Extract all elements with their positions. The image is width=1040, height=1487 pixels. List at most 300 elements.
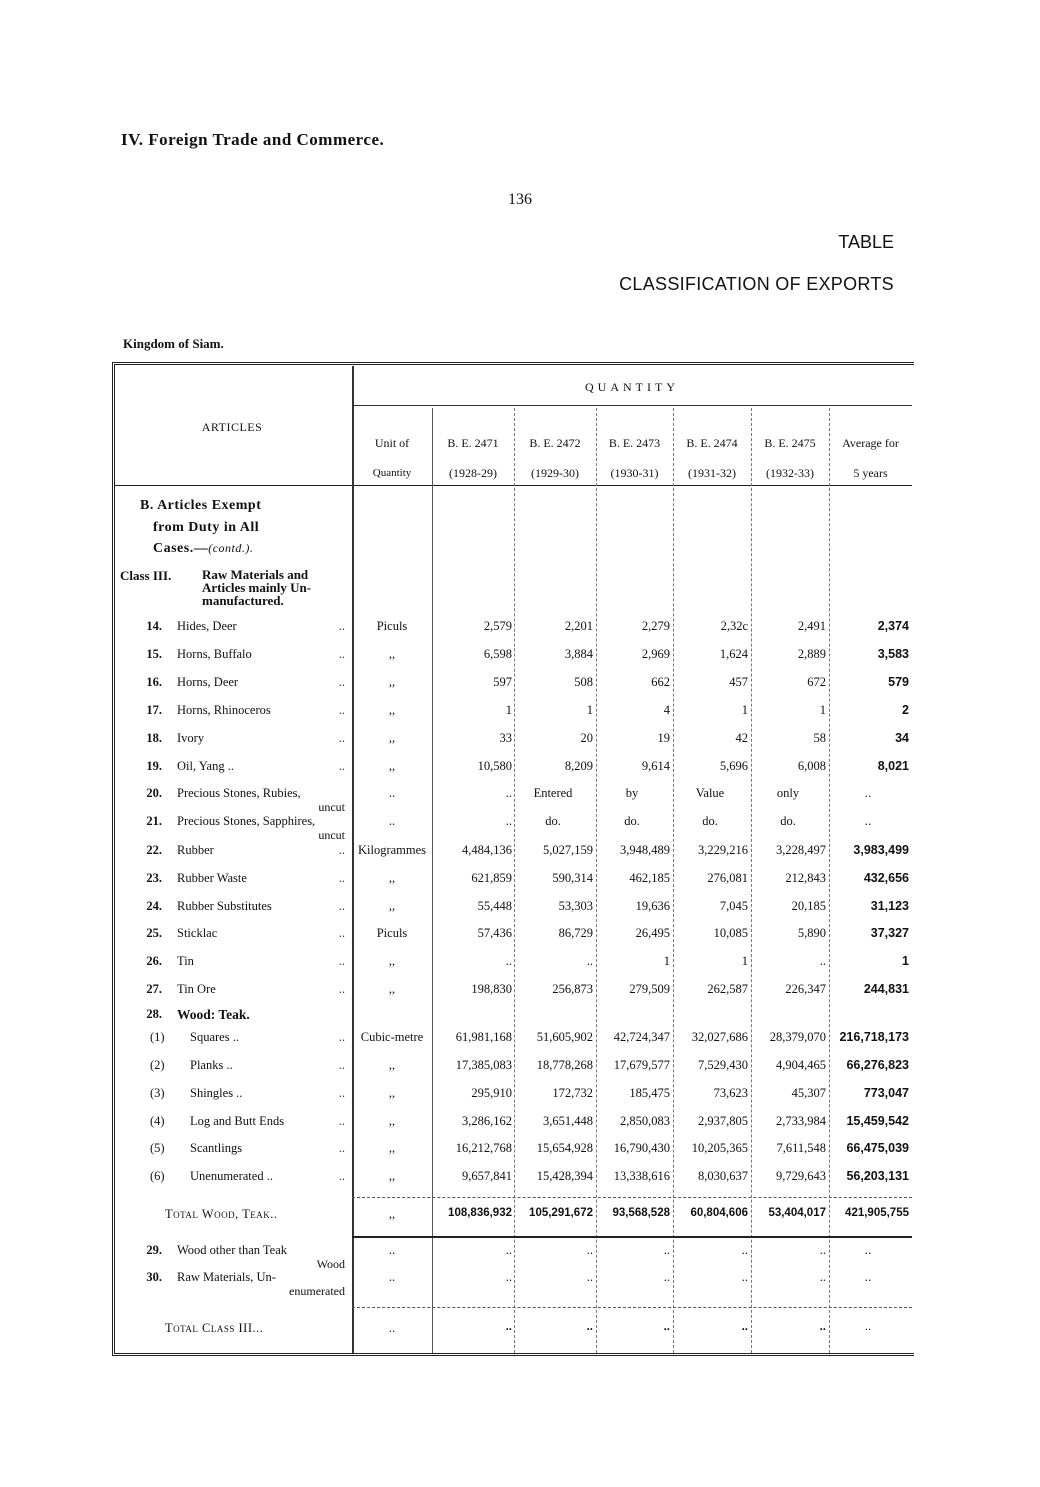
row-number: 15. — [146, 647, 162, 661]
value-cell: 198,830 — [471, 982, 512, 996]
value-cell: 672 — [807, 675, 826, 689]
row-number: 30. — [146, 1270, 162, 1284]
table-title: CLASSIFICATION OF EXPORTS — [619, 274, 894, 294]
value-cell: 212,843 — [785, 871, 826, 885]
average-cell: .. — [864, 1321, 872, 1333]
value-cell: 15,654,928 — [536, 1141, 593, 1155]
value-cell: 45,307 — [791, 1086, 826, 1100]
value-cell: 8,030,637 — [698, 1169, 748, 1183]
row-number: (4) — [150, 1114, 165, 1128]
row-label — [177, 843, 345, 858]
value-cell: by — [625, 786, 639, 800]
year-ad: (1930-31) — [610, 466, 659, 480]
unit-cell: ,, — [388, 1141, 396, 1155]
average-cell: 66,475,039 — [846, 1141, 909, 1155]
row-label — [177, 954, 345, 969]
average-cell: 2 — [902, 703, 909, 717]
year-heading-2474 — [673, 428, 751, 488]
value-cell: 58 — [813, 731, 826, 745]
average-cell: .. — [864, 1270, 872, 1284]
unit-cell: .. — [388, 814, 396, 828]
value-cell: 93,568,528 — [612, 1207, 670, 1219]
row-label — [190, 1058, 345, 1073]
year-heading-2472 — [514, 428, 596, 488]
value-cell: 2,491 — [797, 619, 826, 633]
year-heading-2473 — [596, 428, 673, 488]
value-cell: .. — [663, 1243, 670, 1257]
row-label — [190, 1114, 345, 1129]
value-cell: 2,579 — [483, 619, 512, 633]
articles-divider — [352, 366, 354, 1353]
leader-dots: .. — [338, 926, 345, 940]
average-cell: 579 — [888, 675, 909, 689]
value-cell: .. — [505, 1243, 512, 1257]
quantity-heading: QUANTITY — [585, 380, 679, 394]
row-number: 28. — [146, 1007, 162, 1021]
value-cell: 662 — [651, 675, 670, 689]
row-label — [177, 1243, 345, 1271]
value-cell: 5,890 — [797, 926, 826, 940]
row-label — [190, 1141, 345, 1156]
row-number: (2) — [150, 1058, 165, 1072]
value-cell: 2,889 — [797, 647, 826, 661]
average-cell: 3,983,499 — [853, 843, 909, 857]
value-cell: 185,475 — [629, 1086, 670, 1100]
row-label-text: Total Wood, Teak — [165, 1207, 271, 1221]
leader-dots: .. — [338, 619, 345, 633]
year-ad: (1931-32) — [688, 466, 736, 480]
page-number: 136 — [508, 191, 532, 208]
value-cell: .. — [505, 814, 512, 828]
year-ad: (1928-29) — [449, 466, 497, 480]
row-number: 20. — [146, 786, 162, 800]
unit-heading — [352, 428, 432, 488]
average-cell: 34 — [895, 731, 909, 745]
unit-cell: Piculs — [376, 619, 408, 633]
total-label — [165, 1321, 345, 1336]
row-label — [177, 731, 345, 746]
value-cell: 7,611,548 — [776, 1141, 826, 1155]
value-cell: .. — [505, 786, 512, 800]
value-cell: 86,729 — [558, 926, 593, 940]
value-cell: .. — [586, 1321, 593, 1333]
region-label: Kingdom of Siam. — [123, 336, 224, 351]
row-label — [177, 982, 345, 997]
unit-cell: Cubic-metre — [360, 1030, 424, 1044]
row-label-text: Ivory — [177, 731, 205, 745]
value-cell: Value — [695, 786, 725, 800]
unit-cell: ,, — [388, 759, 396, 773]
row-label-text: Hides, Deer — [177, 619, 237, 633]
value-cell: 9,614 — [641, 759, 670, 773]
value-cell: 4,904,465 — [776, 1058, 826, 1072]
average-cell: 216,718,173 — [839, 1030, 909, 1044]
unit-cell: .. — [388, 1270, 396, 1284]
section-b-line3-text: Cases.— — [153, 541, 209, 556]
year-be: B. E. 2471 — [447, 436, 499, 450]
value-cell: 51,605,902 — [536, 1030, 593, 1044]
value-cell: .. — [741, 1321, 748, 1333]
row-number: (5) — [150, 1141, 165, 1155]
value-cell: do. — [702, 814, 718, 828]
unit-cell: ,, — [388, 982, 396, 996]
year-heading-2475 — [751, 428, 829, 488]
row-number: 29. — [146, 1243, 162, 1257]
value-cell: .. — [586, 1270, 593, 1284]
value-cell: 1 — [741, 703, 748, 717]
unit-cell: Piculs — [376, 926, 408, 940]
value-cell: 17,679,577 — [613, 1058, 670, 1072]
value-cell: 9,657,841 — [462, 1169, 512, 1183]
unit-cell: ,, — [388, 1058, 396, 1072]
row-label-text: Tin Ore — [177, 982, 216, 996]
value-cell: 18,778,268 — [536, 1058, 593, 1072]
unit-cell: ,, — [388, 675, 396, 689]
value-cell: 3,884 — [564, 647, 593, 661]
value-cell: 73,623 — [713, 1086, 748, 1100]
value-cell: 508 — [574, 675, 593, 689]
average-cell: 773,047 — [863, 1086, 909, 1100]
value-cell: .. — [819, 954, 826, 968]
value-cell: .. — [819, 1270, 826, 1284]
total-label — [165, 1207, 345, 1222]
row-number: 17. — [146, 703, 162, 717]
value-cell: 53,303 — [558, 899, 593, 913]
value-cell: 3,651,448 — [543, 1114, 593, 1128]
row-label-text: Rubber — [177, 843, 214, 857]
row-label — [177, 759, 345, 774]
value-cell: 10,085 — [713, 926, 748, 940]
value-cell: 3,228,497 — [776, 843, 826, 857]
total-class-rule — [352, 1307, 912, 1308]
row-label — [177, 1007, 345, 1023]
value-cell: 60,804,606 — [690, 1207, 748, 1219]
unit-cell: ,, — [388, 899, 396, 913]
row-number: 26. — [146, 954, 162, 968]
value-cell: 16,212,768 — [455, 1141, 512, 1155]
row-label — [177, 675, 345, 690]
value-cell: 276,081 — [707, 871, 748, 885]
row-number: 21. — [146, 814, 162, 828]
total-wood-rule-top — [352, 1197, 912, 1198]
value-cell: .. — [586, 954, 593, 968]
row-label-text: Log and Butt Ends — [190, 1114, 285, 1128]
year-heading-2471 — [432, 428, 514, 488]
unit-cell: Kilogrammes — [357, 843, 427, 857]
average-cell: .. — [864, 786, 872, 800]
value-cell: 457 — [729, 675, 748, 689]
row-number: 22. — [146, 843, 162, 857]
value-cell: 61,981,168 — [455, 1030, 512, 1044]
value-cell: 2,969 — [641, 647, 670, 661]
row-label — [190, 1169, 345, 1184]
unit-cell: ,, — [388, 871, 396, 885]
row-number: 16. — [146, 675, 162, 689]
value-cell: 295,910 — [471, 1086, 512, 1100]
value-cell: 57,436 — [477, 926, 512, 940]
row-label-text: Total Class III. — [165, 1321, 257, 1335]
value-cell: 462,185 — [629, 871, 670, 885]
leader-dots: .. — [338, 647, 345, 661]
year-be: B. E. 2473 — [608, 436, 661, 450]
value-cell: 26,495 — [635, 926, 670, 940]
leader-dots: .. — [338, 899, 345, 913]
value-cell: 5,027,159 — [543, 843, 593, 857]
value-cell: 55,448 — [477, 899, 512, 913]
class-label: Class III. — [120, 568, 172, 583]
row-label — [190, 1086, 345, 1101]
value-cell: 105,291,672 — [529, 1207, 593, 1219]
unit-cell: ,, — [388, 647, 396, 661]
value-cell: 42 — [735, 731, 748, 745]
row-label-text: Horns, Rhinoceros — [177, 703, 271, 717]
row-number: 23. — [146, 871, 162, 885]
average-cell: .. — [864, 814, 872, 828]
unit-cell: .. — [388, 1321, 396, 1335]
value-cell: .. — [505, 954, 512, 968]
value-cell: 172,732 — [552, 1086, 593, 1100]
row-label — [177, 647, 345, 662]
value-cell: 1 — [819, 703, 826, 717]
value-cell: 2,279 — [641, 619, 670, 633]
row-label-continuation: uncut — [318, 828, 345, 842]
leader-dots: .. — [338, 675, 345, 689]
value-cell: 33 — [499, 731, 512, 745]
row-label-continuation: uncut — [318, 800, 345, 814]
value-cell: only — [776, 786, 800, 800]
leader-dots: .. — [338, 954, 345, 968]
year-be: B. E. 2474 — [686, 436, 738, 450]
value-cell: 4,484,136 — [462, 843, 512, 857]
value-cell: 2,937,805 — [698, 1114, 748, 1128]
row-number: (6) — [150, 1169, 165, 1183]
value-cell: 20 — [580, 731, 593, 745]
value-cell: 53,404,017 — [768, 1207, 826, 1219]
value-cell: .. — [663, 1321, 670, 1333]
average-heading-line1: Average for — [842, 436, 899, 450]
row-label — [177, 786, 345, 814]
unit-cell: ,, — [388, 1169, 396, 1183]
value-cell: 8,209 — [564, 759, 593, 773]
row-label-text: Rubber Substitutes — [177, 899, 272, 913]
value-cell: 16,790,430 — [613, 1141, 670, 1155]
row-label-text: Planks .. — [190, 1058, 233, 1072]
value-cell: 6,008 — [797, 759, 826, 773]
unit-cell: .. — [388, 786, 396, 800]
unit-cell: ,, — [388, 1207, 396, 1221]
value-cell: .. — [505, 1321, 512, 1333]
row-label-text: Precious Stones, Rubies, — [177, 786, 301, 800]
leader-dots: .. — [338, 1141, 345, 1155]
value-cell: .. — [505, 1270, 512, 1284]
average-cell: .. — [864, 1243, 872, 1257]
row-number: 24. — [146, 899, 162, 913]
row-label-text: Unenumerated .. — [190, 1169, 273, 1183]
row-label — [177, 814, 345, 842]
row-label-text: Shingles .. — [190, 1086, 243, 1100]
value-cell: 13,338,616 — [613, 1169, 670, 1183]
section-b-line2: from Duty in All — [153, 520, 260, 535]
value-cell: 17,385,083 — [455, 1058, 512, 1072]
leader-dots: .. — [338, 1114, 345, 1128]
value-cell: .. — [819, 1321, 826, 1333]
section-b-contd: (contd.). — [208, 541, 254, 555]
row-label-text: Wood: Teak. — [177, 1007, 250, 1022]
value-cell: .. — [663, 1270, 670, 1284]
unit-heading-line2: Quantity — [372, 467, 412, 479]
leader-dots: .. — [338, 843, 345, 857]
value-cell: 108,836,932 — [448, 1207, 512, 1219]
leader-dots: .. — [338, 1058, 345, 1072]
unit-cell: ,, — [388, 731, 396, 745]
row-label — [177, 619, 345, 634]
row-label-text: Squares .. — [190, 1030, 239, 1044]
value-cell: 10,580 — [477, 759, 512, 773]
value-cell: 597 — [493, 675, 512, 689]
row-number: (3) — [150, 1086, 165, 1100]
average-cell: 56,203,131 — [846, 1169, 909, 1183]
row-number: 25. — [146, 926, 162, 940]
row-label-text: Raw Materials, Un- — [177, 1270, 276, 1284]
value-cell: 32,027,686 — [691, 1030, 748, 1044]
leader-dots: .. — [338, 1169, 345, 1183]
leader-dots: .. — [270, 1207, 278, 1221]
value-cell: 7,045 — [719, 899, 748, 913]
value-cell: 4 — [663, 703, 670, 717]
leader-dots: .. — [338, 871, 345, 885]
leader-dots: .. — [338, 703, 345, 717]
average-cell: 37,327 — [870, 926, 909, 940]
average-cell: 2,374 — [877, 619, 909, 633]
row-label — [177, 899, 345, 914]
value-cell: 226,347 — [785, 982, 826, 996]
unit-cell: .. — [388, 1243, 396, 1257]
average-cell: 31,123 — [870, 899, 909, 913]
row-label-text: Wood other than Teak — [177, 1243, 288, 1257]
value-cell: 2,850,083 — [620, 1114, 670, 1128]
articles-heading: ARTICLES — [201, 420, 263, 434]
value-cell: .. — [586, 1243, 593, 1257]
value-cell: 19,636 — [635, 899, 670, 913]
value-cell: 2,32c — [720, 619, 748, 633]
row-label-text: Precious Stones, Sapphires, — [177, 814, 316, 828]
value-cell: 1 — [663, 954, 670, 968]
value-cell: 590,314 — [552, 871, 593, 885]
row-label-text: Horns, Deer — [177, 675, 239, 689]
average-cell: 421,905,755 — [845, 1207, 909, 1219]
value-cell: 621,859 — [471, 871, 512, 885]
value-cell: 2,201 — [564, 619, 593, 633]
unit-cell: ,, — [388, 1086, 396, 1100]
year-ad: (1929-30) — [531, 466, 579, 480]
row-number: 14. — [146, 619, 162, 633]
leader-dots: .. — [338, 759, 345, 773]
row-number: 19. — [146, 759, 162, 773]
value-cell: 5,696 — [719, 759, 748, 773]
value-cell: .. — [819, 1243, 826, 1257]
average-cell: 15,459,542 — [846, 1114, 909, 1128]
leader-dots: .. — [338, 982, 345, 996]
average-cell: 3,583 — [877, 647, 909, 661]
header-rule-top — [352, 405, 912, 406]
year-ad: (1932-33) — [766, 466, 814, 480]
value-cell: 3,948,489 — [620, 843, 670, 857]
row-label — [177, 926, 345, 941]
value-cell: 9,729,643 — [776, 1169, 826, 1183]
value-cell: 20,185 — [791, 899, 826, 913]
average-heading-line2: 5 years — [853, 466, 888, 480]
average-heading — [829, 428, 912, 488]
unit-cell: ,, — [388, 703, 396, 717]
row-label — [190, 1030, 345, 1045]
leader-dots: .. — [256, 1321, 264, 1335]
value-cell: .. — [741, 1270, 748, 1284]
value-cell: do. — [545, 814, 561, 828]
row-number: 27. — [146, 982, 162, 996]
year-be: B. E. 2472 — [529, 436, 581, 450]
value-cell: 42,724,347 — [613, 1030, 670, 1044]
value-cell: 1,624 — [719, 647, 748, 661]
leader-dots: .. — [338, 1086, 345, 1100]
value-cell: 3,229,216 — [698, 843, 748, 857]
row-label-text: Scantlings — [190, 1141, 243, 1155]
row-label-text: Oil, Yang .. — [177, 759, 234, 773]
class-title: Raw Materials and Articles mainly Un-manufactured. — [202, 567, 312, 608]
row-label-continuation: Wood — [316, 1257, 345, 1271]
row-label — [177, 1270, 345, 1298]
average-cell: 244,831 — [863, 982, 909, 996]
row-label-text: Rubber Waste — [177, 871, 247, 885]
unit-heading-line1: Unit of — [374, 436, 410, 450]
value-cell: 19 — [657, 731, 670, 745]
row-number: (1) — [150, 1030, 165, 1044]
section-title: IV. Foreign Trade and Commerce. — [121, 130, 385, 149]
value-cell: 2,733,984 — [776, 1114, 826, 1128]
value-cell: 262,587 — [707, 982, 748, 996]
row-label-text: Horns, Buffalo — [177, 647, 252, 661]
value-cell: 6,598 — [483, 647, 512, 661]
value-cell: do. — [780, 814, 796, 828]
value-cell: 1 — [505, 703, 512, 717]
row-label-text: Sticklac — [177, 926, 218, 940]
unit-cell: ,, — [388, 954, 396, 968]
total-wood-rule-bottom — [352, 1236, 912, 1238]
value-cell: 279,509 — [629, 982, 670, 996]
row-label-continuation: enumerated — [289, 1284, 345, 1298]
row-label — [177, 871, 345, 886]
section-b-line1: B. Articles Exempt — [140, 498, 262, 513]
value-cell: 28,379,070 — [769, 1030, 826, 1044]
section-b-line3 — [153, 541, 253, 557]
value-cell: do. — [624, 814, 640, 828]
row-number: 18. — [146, 731, 162, 745]
average-cell: 66,276,823 — [846, 1058, 909, 1072]
value-cell: 256,873 — [552, 982, 593, 996]
average-cell: 1 — [902, 954, 909, 968]
row-label-text: Tin — [177, 954, 194, 968]
leader-dots: .. — [338, 1030, 345, 1044]
value-cell: 1 — [741, 954, 748, 968]
value-cell: 15,428,394 — [536, 1169, 593, 1183]
value-cell: 3,286,162 — [462, 1114, 512, 1128]
average-cell: 8,021 — [877, 759, 909, 773]
value-cell: 7,529,430 — [698, 1058, 748, 1072]
value-cell: 1 — [586, 703, 593, 717]
table-label: TABLE — [838, 232, 894, 252]
value-cell: Entered — [533, 786, 573, 800]
average-cell: 432,656 — [863, 871, 909, 885]
value-cell: .. — [741, 1243, 748, 1257]
